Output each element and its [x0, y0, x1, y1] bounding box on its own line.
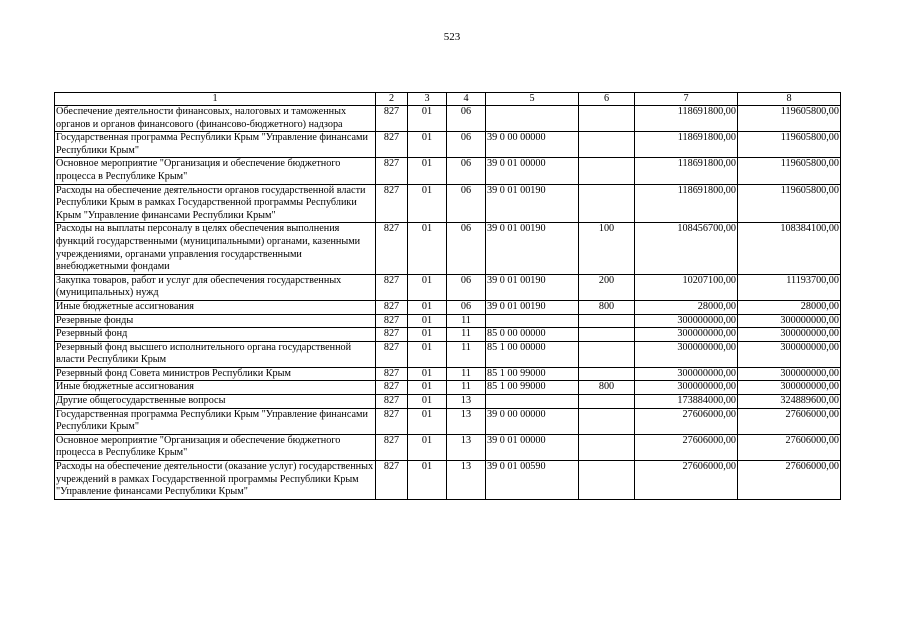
row-section-cell: 01 [408, 314, 447, 328]
row-name-cell: Резервные фонды [55, 314, 376, 328]
row-target-article-cell: 85 0 00 00000 [486, 328, 579, 342]
row-amount-year1-cell: 118691800,00 [635, 106, 738, 132]
row-amount-year2-cell: 27606000,00 [738, 434, 841, 460]
table-row [55, 434, 841, 460]
row-target-article-cell: 39 0 01 00190 [486, 300, 579, 314]
row-grbs-cell: 827 [376, 367, 408, 381]
row-grbs-cell: 827 [376, 341, 408, 367]
row-subsection-cell: 11 [447, 381, 486, 395]
table-row [55, 106, 841, 132]
row-section-cell: 01 [408, 158, 447, 184]
row-expense-type-cell [579, 408, 635, 434]
row-expense-type-cell [579, 158, 635, 184]
row-target-article-cell [486, 395, 579, 409]
row-amount-year1-cell: 300000000,00 [635, 341, 738, 367]
row-subsection-cell: 06 [447, 274, 486, 300]
row-subsection-cell: 06 [447, 132, 486, 158]
table-row [55, 274, 841, 300]
column-header: 8 [738, 93, 841, 106]
row-section-cell: 01 [408, 328, 447, 342]
row-target-article-cell: 39 0 00 00000 [486, 132, 579, 158]
row-name-cell: Государственная программа Республики Крым "Управление финансами Республики Крым" [55, 408, 376, 434]
row-expense-type-cell [579, 132, 635, 158]
row-name-cell: Расходы на обеспечение деятельности (оказание услуг) государственных учреждений в рамках Государственной программы Республики Крым "Управление финансами Республики Крым" [55, 461, 376, 500]
row-amount-year1-cell: 27606000,00 [635, 434, 738, 460]
table-row [55, 341, 841, 367]
row-amount-year2-cell: 119605800,00 [738, 158, 841, 184]
row-amount-year1-cell: 300000000,00 [635, 328, 738, 342]
row-subsection-cell: 13 [447, 434, 486, 460]
row-name-cell: Обеспечение деятельности финансовых, налоговых и таможенных органов и органов финансового (финансово-бюджетного) надзора [55, 106, 376, 132]
page-number: 523 [443, 31, 461, 43]
table-row [55, 381, 841, 395]
row-expense-type-cell [579, 184, 635, 223]
row-amount-year1-cell: 300000000,00 [635, 367, 738, 381]
row-amount-year2-cell: 28000,00 [738, 300, 841, 314]
row-section-cell: 01 [408, 381, 447, 395]
row-subsection-cell: 11 [447, 367, 486, 381]
row-section-cell: 01 [408, 341, 447, 367]
column-header: 5 [486, 93, 579, 106]
row-grbs-cell: 827 [376, 106, 408, 132]
row-amount-year2-cell: 300000000,00 [738, 381, 841, 395]
row-grbs-cell: 827 [376, 223, 408, 274]
table-body [55, 106, 841, 500]
row-expense-type-cell [579, 314, 635, 328]
row-expense-type-cell [579, 328, 635, 342]
table-row [55, 158, 841, 184]
row-amount-year1-cell: 10207100,00 [635, 274, 738, 300]
row-subsection-cell: 11 [447, 328, 486, 342]
row-section-cell: 01 [408, 106, 447, 132]
row-grbs-cell: 827 [376, 274, 408, 300]
row-name-cell: Основное мероприятие "Организация и обеспечение бюджетного процесса в Республике Крым" [55, 158, 376, 184]
row-amount-year2-cell: 119605800,00 [738, 184, 841, 223]
table-header-row [55, 93, 841, 106]
row-amount-year1-cell: 27606000,00 [635, 461, 738, 500]
row-name-cell: Иные бюджетные ассигнования [55, 300, 376, 314]
row-target-article-cell: 39 0 01 00190 [486, 223, 579, 274]
row-amount-year2-cell: 27606000,00 [738, 408, 841, 434]
table-row [55, 314, 841, 328]
table-row [55, 395, 841, 409]
row-subsection-cell: 06 [447, 158, 486, 184]
row-amount-year1-cell: 118691800,00 [635, 132, 738, 158]
row-name-cell: Основное мероприятие "Организация и обеспечение бюджетного процесса в Республике Крым" [55, 434, 376, 460]
row-amount-year2-cell: 300000000,00 [738, 328, 841, 342]
table-row [55, 328, 841, 342]
row-target-article-cell: 39 0 01 00000 [486, 434, 579, 460]
row-expense-type-cell [579, 434, 635, 460]
row-target-article-cell: 85 1 00 00000 [486, 341, 579, 367]
row-amount-year1-cell: 173884000,00 [635, 395, 738, 409]
row-subsection-cell: 11 [447, 314, 486, 328]
row-grbs-cell: 827 [376, 314, 408, 328]
row-name-cell: Расходы на выплаты персоналу в целях обеспечения выполнения функций государственными (муниципальными) органами, казенными учреждениями, органами управления государственными внебюджетными фондами [55, 223, 376, 274]
column-header: 1 [55, 93, 376, 106]
row-target-article-cell: 39 0 01 00190 [486, 184, 579, 223]
row-section-cell: 01 [408, 461, 447, 500]
column-header: 6 [579, 93, 635, 106]
row-target-article-cell [486, 314, 579, 328]
row-subsection-cell: 06 [447, 184, 486, 223]
row-expense-type-cell [579, 367, 635, 381]
row-section-cell: 01 [408, 408, 447, 434]
row-target-article-cell: 39 0 01 00190 [486, 274, 579, 300]
row-target-article-cell: 39 0 00 00000 [486, 408, 579, 434]
column-header: 3 [408, 93, 447, 106]
row-amount-year2-cell: 11193700,00 [738, 274, 841, 300]
row-grbs-cell: 827 [376, 381, 408, 395]
row-expense-type-cell: 200 [579, 274, 635, 300]
row-name-cell: Резервный фонд высшего исполнительного органа государственной власти Республики Крым [55, 341, 376, 367]
row-section-cell: 01 [408, 434, 447, 460]
row-grbs-cell: 827 [376, 184, 408, 223]
row-grbs-cell: 827 [376, 434, 408, 460]
row-expense-type-cell: 800 [579, 381, 635, 395]
row-amount-year1-cell: 28000,00 [635, 300, 738, 314]
row-expense-type-cell: 100 [579, 223, 635, 274]
row-amount-year2-cell: 27606000,00 [738, 461, 841, 500]
row-amount-year1-cell: 300000000,00 [635, 314, 738, 328]
row-expense-type-cell [579, 341, 635, 367]
row-name-cell: Государственная программа Республики Крым "Управление финансами Республики Крым" [55, 132, 376, 158]
column-header: 7 [635, 93, 738, 106]
row-expense-type-cell [579, 395, 635, 409]
row-section-cell: 01 [408, 274, 447, 300]
row-name-cell: Другие общегосударственные вопросы [55, 395, 376, 409]
row-target-article-cell [486, 106, 579, 132]
row-amount-year2-cell: 119605800,00 [738, 132, 841, 158]
row-grbs-cell: 827 [376, 132, 408, 158]
row-amount-year2-cell: 108384100,00 [738, 223, 841, 274]
row-amount-year1-cell: 27606000,00 [635, 408, 738, 434]
row-subsection-cell: 06 [447, 106, 486, 132]
row-amount-year2-cell: 300000000,00 [738, 367, 841, 381]
row-grbs-cell: 827 [376, 300, 408, 314]
row-section-cell: 01 [408, 395, 447, 409]
row-expense-type-cell [579, 106, 635, 132]
row-subsection-cell: 06 [447, 300, 486, 314]
row-grbs-cell: 827 [376, 408, 408, 434]
row-subsection-cell: 13 [447, 408, 486, 434]
row-subsection-cell: 13 [447, 395, 486, 409]
row-name-cell: Резервный фонд Совета министров Республики Крым [55, 367, 376, 381]
table-row [55, 184, 841, 223]
row-target-article-cell: 39 0 01 00590 [486, 461, 579, 500]
row-section-cell: 01 [408, 132, 447, 158]
row-amount-year2-cell: 324889600,00 [738, 395, 841, 409]
row-grbs-cell: 827 [376, 328, 408, 342]
row-amount-year1-cell: 118691800,00 [635, 184, 738, 223]
row-amount-year2-cell: 300000000,00 [738, 341, 841, 367]
row-grbs-cell: 827 [376, 461, 408, 500]
row-name-cell: Расходы на обеспечение деятельности органов государственной власти Республики Крым в рамках Государственной программы Республики Крым "Управление финансами Республики Крым" [55, 184, 376, 223]
row-target-article-cell: 39 0 01 00000 [486, 158, 579, 184]
row-section-cell: 01 [408, 223, 447, 274]
row-subsection-cell: 13 [447, 461, 486, 500]
table-row [55, 223, 841, 274]
table-row [55, 132, 841, 158]
row-subsection-cell: 06 [447, 223, 486, 274]
row-name-cell: Резервный фонд [55, 328, 376, 342]
table-row [55, 408, 841, 434]
column-header: 4 [447, 93, 486, 106]
row-section-cell: 01 [408, 300, 447, 314]
row-expense-type-cell: 800 [579, 300, 635, 314]
row-name-cell: Иные бюджетные ассигнования [55, 381, 376, 395]
row-amount-year2-cell: 119605800,00 [738, 106, 841, 132]
row-grbs-cell: 827 [376, 158, 408, 184]
table-row [55, 461, 841, 500]
row-grbs-cell: 827 [376, 395, 408, 409]
row-expense-type-cell [579, 461, 635, 500]
budget-table [54, 92, 841, 500]
row-target-article-cell: 85 1 00 99000 [486, 367, 579, 381]
row-amount-year2-cell: 300000000,00 [738, 314, 841, 328]
row-subsection-cell: 11 [447, 341, 486, 367]
row-target-article-cell: 85 1 00 99000 [486, 381, 579, 395]
column-header: 2 [376, 93, 408, 106]
row-section-cell: 01 [408, 367, 447, 381]
row-amount-year1-cell: 108456700,00 [635, 223, 738, 274]
table-row [55, 300, 841, 314]
row-section-cell: 01 [408, 184, 447, 223]
row-name-cell: Закупка товаров, работ и услуг для обеспечения государственных (муниципальных) нужд [55, 274, 376, 300]
row-amount-year1-cell: 118691800,00 [635, 158, 738, 184]
row-amount-year1-cell: 300000000,00 [635, 381, 738, 395]
table-row [55, 367, 841, 381]
